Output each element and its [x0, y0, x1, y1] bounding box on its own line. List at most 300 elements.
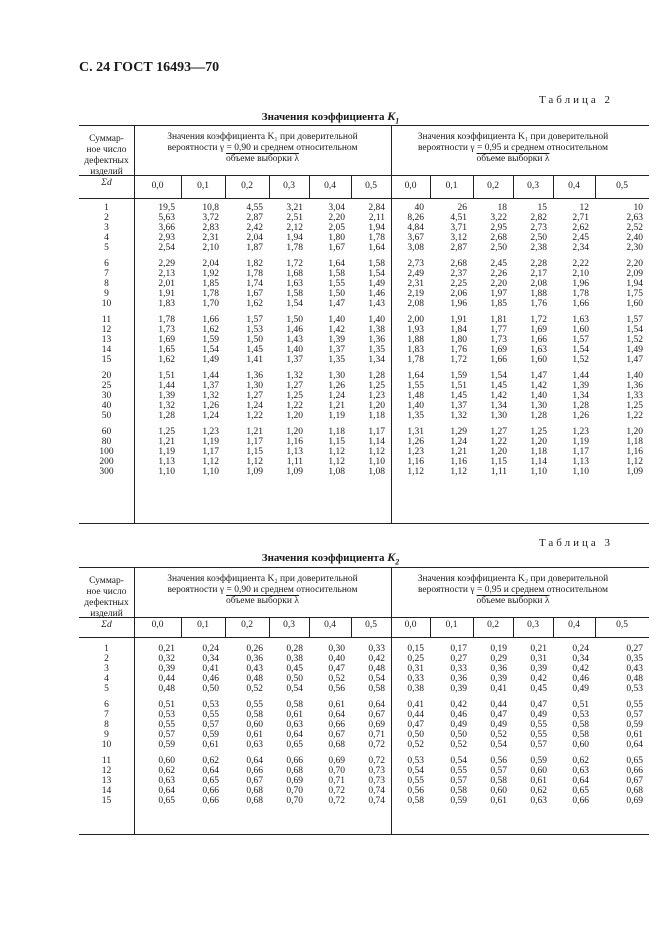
- table-cell: 2,04: [246, 233, 263, 243]
- table-cell: 2,06: [450, 289, 467, 299]
- table-cell: 1,74: [246, 279, 263, 289]
- table-cell: 1,41: [246, 355, 263, 365]
- table-cell: 1,34: [490, 401, 507, 411]
- column-header: 0,0: [151, 181, 164, 191]
- table-cell: 1,27: [246, 391, 263, 401]
- table-cell: 1,60: [572, 325, 589, 335]
- table-cell: 3,72: [202, 213, 219, 223]
- table-cell: 1,15: [246, 447, 263, 457]
- table-cell: 0,61: [328, 700, 345, 710]
- table-cell: 1,57: [246, 315, 263, 325]
- table-row: [79, 700, 649, 710]
- table-cell: 1,70: [202, 299, 219, 309]
- table-cell: 0,68: [246, 796, 263, 806]
- table-cell: 19,5: [158, 203, 175, 213]
- table-cell: 0,46: [450, 710, 467, 720]
- row-label: 10: [101, 299, 112, 309]
- table-cell: 0,39: [490, 674, 507, 684]
- table-cell: 1,30: [490, 411, 507, 421]
- row-label: 100: [99, 447, 114, 457]
- table-cell: 1,50: [246, 335, 263, 345]
- row-label: 5: [104, 684, 109, 694]
- table-cell: 2,05: [328, 223, 345, 233]
- table-cell: 1,40: [407, 401, 424, 411]
- table-cell: 1,11: [490, 467, 507, 477]
- table-cell: 1,45: [490, 381, 507, 391]
- table-cell: 0,49: [450, 720, 467, 730]
- table-cell: 1,32: [286, 371, 303, 381]
- row-label: 9: [104, 289, 109, 299]
- table-cell: 1,72: [450, 355, 467, 365]
- table-cell: 0,49: [572, 684, 589, 694]
- table-cell: 0,63: [246, 740, 263, 750]
- group-header-line: объеме выборки λ: [476, 154, 550, 164]
- table-cell: 0,34: [572, 654, 589, 664]
- table-cell: 0,64: [246, 756, 263, 766]
- table-cell: 2,45: [572, 233, 589, 243]
- table-cell: 1,62: [158, 355, 175, 365]
- table-cell: 1,83: [407, 345, 424, 355]
- table-cell: 1,72: [530, 315, 547, 325]
- table-cell: 1,12: [202, 457, 219, 467]
- table-cell: 2,11: [368, 213, 385, 223]
- table-cell: 1,94: [626, 279, 643, 289]
- table-cell: 1,20: [626, 427, 643, 437]
- table-cell: 1,18: [626, 437, 643, 447]
- table-cell: 0,64: [328, 710, 345, 720]
- table-cell: 0,50: [450, 730, 467, 740]
- table-cell: 0,55: [530, 720, 547, 730]
- table-cell: 0,39: [450, 684, 467, 694]
- table-cell: 0,68: [246, 786, 263, 796]
- table-cell: 1,77: [490, 325, 507, 335]
- table-cell: 1,18: [328, 427, 345, 437]
- table-cell: 1,40: [530, 391, 547, 401]
- table-cell: 1,49: [626, 345, 643, 355]
- table-cell: 1,17: [202, 447, 219, 457]
- table-cell: 2,31: [202, 233, 219, 243]
- table2-title: Значения коэффициента $K_1$: [261, 109, 400, 126]
- table-cell: 2,12: [286, 223, 303, 233]
- table-cell: 0,66: [286, 756, 303, 766]
- table-cell: 1,80: [450, 335, 467, 345]
- table-cell: 1,09: [286, 467, 303, 477]
- table-cell: 1,40: [286, 345, 303, 355]
- group-header-line: вероятности γ = 0,90 и среднем относительном: [167, 585, 358, 595]
- table-row: [79, 457, 649, 467]
- table-cell: 1,09: [246, 467, 263, 477]
- table-cell: 3,71: [450, 223, 467, 233]
- table-cell: 0,63: [286, 720, 303, 730]
- table-cell: 1,30: [246, 381, 263, 391]
- table-row: [79, 766, 649, 776]
- row-header-line: изделий: [90, 167, 123, 177]
- table-cell: 3,21: [286, 203, 303, 213]
- table-cell: 1,26: [572, 411, 589, 421]
- table-cell: 2,54: [158, 243, 175, 253]
- table-cell: 40: [414, 203, 424, 213]
- table-cell: 0,47: [490, 710, 507, 720]
- table-cell: 1,91: [450, 315, 467, 325]
- table-cell: 1,66: [572, 299, 589, 309]
- table-cell: 0,68: [286, 766, 303, 776]
- table2: [79, 125, 649, 525]
- table-cell: 1,57: [572, 335, 589, 345]
- table-cell: 0,59: [530, 756, 547, 766]
- table-cell: 2,49: [407, 269, 424, 279]
- table-cell: 4,55: [246, 203, 263, 213]
- table-cell: 1,78: [202, 289, 219, 299]
- row-header: [79, 576, 134, 631]
- table-cell: 2,62: [572, 223, 589, 233]
- column-header: 0,1: [445, 181, 458, 191]
- table-cell: 1,54: [572, 345, 589, 355]
- table-cell: 0,62: [158, 766, 175, 776]
- table-cell: 0,72: [368, 740, 385, 750]
- table-cell: 1,32: [202, 391, 219, 401]
- table-cell: 1,88: [407, 335, 424, 345]
- table-cell: 1,18: [530, 447, 547, 457]
- table-cell: 1,28: [158, 411, 175, 421]
- column-header: 0,5: [616, 620, 628, 630]
- column-header: 0,5: [365, 181, 377, 191]
- table-cell: 1,27: [490, 427, 507, 437]
- table-cell: 1,85: [490, 299, 507, 309]
- table-cell: 1,19: [572, 437, 589, 447]
- table-cell: 0,62: [530, 786, 547, 796]
- table-cell: 0,51: [572, 700, 589, 710]
- table-cell: 1,45: [450, 391, 467, 401]
- row-label: 6: [104, 700, 109, 710]
- table-cell: 1,13: [572, 457, 589, 467]
- table-cell: 0,40: [328, 654, 345, 664]
- row-label: 60: [101, 427, 112, 437]
- row-header-line: дефектных: [84, 156, 129, 166]
- table-cell: 0,61: [626, 730, 643, 740]
- table-cell: 2,71: [572, 213, 589, 223]
- table-cell: 0,60: [246, 720, 263, 730]
- row-label: 30: [101, 391, 112, 401]
- table-cell: 3,66: [158, 223, 175, 233]
- table-cell: 1,22: [626, 411, 643, 421]
- table-cell: 0,51: [158, 700, 175, 710]
- table-cell: 0,52: [407, 740, 424, 750]
- table-cell: 1,22: [246, 411, 263, 421]
- table-cell: 0,61: [530, 776, 547, 786]
- table-cell: 0,59: [158, 740, 175, 750]
- table-cell: 1,49: [202, 355, 219, 365]
- page-header: С. 24 ГОСТ 16493—70: [79, 60, 220, 75]
- table-cell: 1,28: [572, 401, 589, 411]
- rule-line: [79, 637, 649, 638]
- table-cell: 1,51: [450, 381, 467, 391]
- column-header: 0,1: [197, 181, 209, 191]
- table-cell: 0,27: [626, 644, 643, 654]
- table-cell: 0,56: [407, 786, 424, 796]
- table-cell: 0,61: [286, 710, 303, 720]
- table-cell: 0,60: [490, 786, 507, 796]
- table-row: [79, 355, 649, 365]
- table-cell: 2,73: [407, 259, 424, 269]
- table-cell: 1,66: [202, 315, 219, 325]
- table-cell: 0,50: [202, 684, 219, 694]
- table-cell: 0,53: [158, 710, 175, 720]
- table-cell: 0,70: [286, 796, 303, 806]
- table-cell: 1,13: [286, 447, 303, 457]
- table-cell: 0,72: [328, 796, 345, 806]
- table-cell: 1,92: [202, 269, 219, 279]
- table-cell: 0,55: [407, 776, 424, 786]
- table-row: [79, 710, 649, 720]
- table-cell: 3,04: [328, 203, 345, 213]
- table-cell: 1,32: [158, 401, 175, 411]
- column-header: 0,2: [241, 620, 253, 630]
- table-cell: 1,43: [286, 335, 303, 345]
- table-cell: 26: [457, 203, 467, 213]
- table-cell: 0,48: [626, 674, 643, 684]
- table3: [79, 567, 649, 837]
- column-header: 0,4: [568, 181, 580, 191]
- table-cell: 0,74: [368, 796, 385, 806]
- table-cell: 1,47: [626, 355, 643, 365]
- table-cell: 2,38: [530, 243, 547, 253]
- table-cell: 0,55: [626, 700, 643, 710]
- table-cell: 1,23: [572, 427, 589, 437]
- table-cell: 1,35: [328, 355, 345, 365]
- table-cell: 0,64: [202, 766, 219, 776]
- table-cell: 12: [579, 203, 589, 213]
- table-cell: 0,58: [572, 730, 589, 740]
- table-cell: 1,36: [626, 381, 643, 391]
- column-header: 0,4: [324, 620, 336, 630]
- table-cell: 1,76: [450, 345, 467, 355]
- table-cell: 0,43: [626, 664, 643, 674]
- table-cell: 1,24: [246, 401, 263, 411]
- table-cell: 0,42: [450, 700, 467, 710]
- row-label: 12: [101, 325, 112, 335]
- table-cell: 1,26: [328, 381, 345, 391]
- table-cell: 18: [497, 203, 507, 213]
- table-row: [79, 289, 649, 299]
- table-cell: 0,55: [158, 720, 175, 730]
- table-cell: 4,84: [407, 223, 424, 233]
- table-cell: 1,42: [328, 325, 345, 335]
- group-header: [134, 574, 391, 607]
- table-cell: 2,50: [490, 243, 507, 253]
- table-cell: 2,63: [626, 213, 643, 223]
- table-cell: 0,39: [158, 664, 175, 674]
- row-label: 200: [99, 457, 114, 467]
- table-cell: 1,44: [202, 371, 219, 381]
- group-header-line: вероятности γ = 0,90 и среднем относительном: [167, 143, 358, 153]
- table-cell: 0,67: [368, 710, 385, 720]
- table-cell: 1,20: [490, 447, 507, 457]
- row-label: 3: [104, 664, 109, 674]
- table-cell: 0,64: [572, 776, 589, 786]
- table-cell: 1,85: [202, 279, 219, 289]
- table-cell: 2,42: [246, 223, 263, 233]
- table-cell: 0,44: [158, 674, 175, 684]
- table-cell: 0,57: [202, 720, 219, 730]
- table-cell: 8,26: [407, 213, 424, 223]
- table-cell: 0,63: [530, 796, 547, 806]
- table-cell: 0,67: [246, 776, 263, 786]
- table-cell: 2,95: [490, 223, 507, 233]
- table-cell: 1,42: [490, 391, 507, 401]
- table-cell: 1,42: [530, 381, 547, 391]
- column-header: 0,4: [324, 181, 336, 191]
- table-cell: 0,43: [246, 664, 263, 674]
- table-cell: 1,47: [328, 299, 345, 309]
- table-cell: 0,57: [158, 730, 175, 740]
- table-cell: 1,16: [450, 457, 467, 467]
- row-header-line: ное число: [86, 587, 127, 597]
- table-cell: 2,87: [246, 213, 263, 223]
- table-cell: 0,54: [407, 766, 424, 776]
- table-row: [79, 259, 649, 269]
- table-cell: 1,12: [407, 467, 424, 477]
- table-row: [79, 674, 649, 684]
- column-header: 0,3: [283, 181, 295, 191]
- table-cell: 1,63: [572, 315, 589, 325]
- table-cell: 0,72: [368, 756, 385, 766]
- table-cell: 1,81: [490, 315, 507, 325]
- table-cell: 0,53: [407, 756, 424, 766]
- row-label: 15: [101, 355, 112, 365]
- table-cell: 0,41: [407, 700, 424, 710]
- table-cell: 1,51: [158, 371, 175, 381]
- table-cell: 0,46: [202, 674, 219, 684]
- table-row: [79, 756, 649, 766]
- row-header-line: изделий: [90, 609, 123, 619]
- table-cell: 2,31: [407, 279, 424, 289]
- row-label: 2: [104, 213, 109, 223]
- group-header-line: Значения коэффициента K₂ при доверительной: [417, 574, 609, 584]
- column-header: 0,5: [365, 620, 377, 630]
- table-cell: 2,22: [572, 259, 589, 269]
- table-cell: 0,41: [202, 664, 219, 674]
- table-cell: 0,68: [328, 740, 345, 750]
- table-cell: 0,70: [286, 786, 303, 796]
- table-cell: 2,30: [626, 243, 643, 253]
- row-label: 300: [99, 467, 114, 477]
- table-cell: 1,62: [246, 299, 263, 309]
- table-row: [79, 325, 649, 335]
- table-cell: 1,69: [490, 345, 507, 355]
- table-cell: 0,60: [530, 766, 547, 776]
- table-cell: 1,09: [626, 467, 643, 477]
- table-cell: 0,69: [286, 776, 303, 786]
- table-cell: 1,19: [328, 411, 345, 421]
- table-cell: 0,41: [490, 684, 507, 694]
- row-label: 12: [101, 766, 112, 776]
- rule-line: [79, 125, 649, 126]
- table-row: [79, 447, 649, 457]
- table-cell: 0,60: [572, 740, 589, 750]
- table-cell: 1,12: [328, 447, 345, 457]
- table-cell: 1,94: [368, 223, 385, 233]
- table-cell: 2,45: [490, 259, 507, 269]
- table-cell: 1,36: [246, 371, 263, 381]
- table-cell: 1,60: [626, 299, 643, 309]
- table-cell: 1,15: [328, 437, 345, 447]
- table-row: [79, 720, 649, 730]
- table-cell: 1,14: [530, 457, 547, 467]
- table-cell: 0,66: [246, 766, 263, 776]
- table-cell: 1,10: [158, 467, 175, 477]
- table-cell: 1,78: [158, 315, 175, 325]
- table-cell: 1,19: [202, 437, 219, 447]
- table-cell: 1,54: [202, 345, 219, 355]
- table-cell: 1,46: [368, 289, 385, 299]
- table-cell: 0,25: [407, 654, 424, 664]
- table-cell: 1,20: [286, 427, 303, 437]
- table-row: [79, 203, 649, 213]
- group-header: [391, 132, 635, 165]
- table-cell: 1,29: [450, 427, 467, 437]
- table-cell: 0,54: [490, 740, 507, 750]
- table-cell: 10,8: [202, 203, 219, 213]
- table-cell: 1,62: [202, 325, 219, 335]
- table-cell: 1,19: [158, 447, 175, 457]
- table-cell: 1,12: [626, 457, 643, 467]
- column-header: 0,3: [283, 620, 295, 630]
- table-cell: 1,82: [246, 259, 263, 269]
- table-cell: 0,54: [368, 674, 385, 684]
- table-cell: 1,16: [407, 457, 424, 467]
- row-label: 8: [104, 279, 109, 289]
- row-label: 6: [104, 259, 109, 269]
- table-cell: 4,51: [450, 213, 467, 223]
- table-cell: 0,66: [202, 786, 219, 796]
- table-cell: 0,70: [328, 766, 345, 776]
- table-cell: 0,36: [246, 654, 263, 664]
- table-cell: 0,47: [328, 664, 345, 674]
- table-cell: 1,13: [158, 457, 175, 467]
- table-cell: 1,63: [530, 345, 547, 355]
- table-cell: 3,12: [450, 233, 467, 243]
- column-header: 0,0: [404, 620, 417, 630]
- table-cell: 1,58: [368, 259, 385, 269]
- row-label: 25: [101, 381, 112, 391]
- table-cell: 1,73: [490, 335, 507, 345]
- table-cell: 1,32: [450, 411, 467, 421]
- group-header-line: объеме выборки λ: [226, 596, 299, 606]
- table-cell: 1,39: [158, 391, 175, 401]
- table-cell: 1,24: [328, 391, 345, 401]
- table-cell: 1,31: [407, 427, 424, 437]
- table-cell: 0,62: [202, 756, 219, 766]
- table-cell: 1,93: [407, 325, 424, 335]
- table-row: [79, 644, 649, 654]
- table-row: [79, 279, 649, 289]
- table-cell: 1,67: [246, 289, 263, 299]
- table-cell: 3,08: [407, 243, 424, 253]
- table-cell: 1,33: [626, 391, 643, 401]
- table-cell: 1,28: [530, 411, 547, 421]
- table-cell: 1,21: [450, 447, 467, 457]
- table-row: [79, 233, 649, 243]
- table-cell: 1,96: [572, 279, 589, 289]
- table-cell: 1,27: [286, 381, 303, 391]
- table3-title: Значения коэффициента $K_2$: [261, 550, 400, 567]
- table-cell: 1,75: [626, 289, 643, 299]
- table-cell: 1,97: [490, 289, 507, 299]
- row-label: 7: [104, 269, 109, 279]
- table-cell: 1,49: [368, 279, 385, 289]
- table-cell: 1,08: [368, 467, 385, 477]
- table-cell: 0,55: [530, 730, 547, 740]
